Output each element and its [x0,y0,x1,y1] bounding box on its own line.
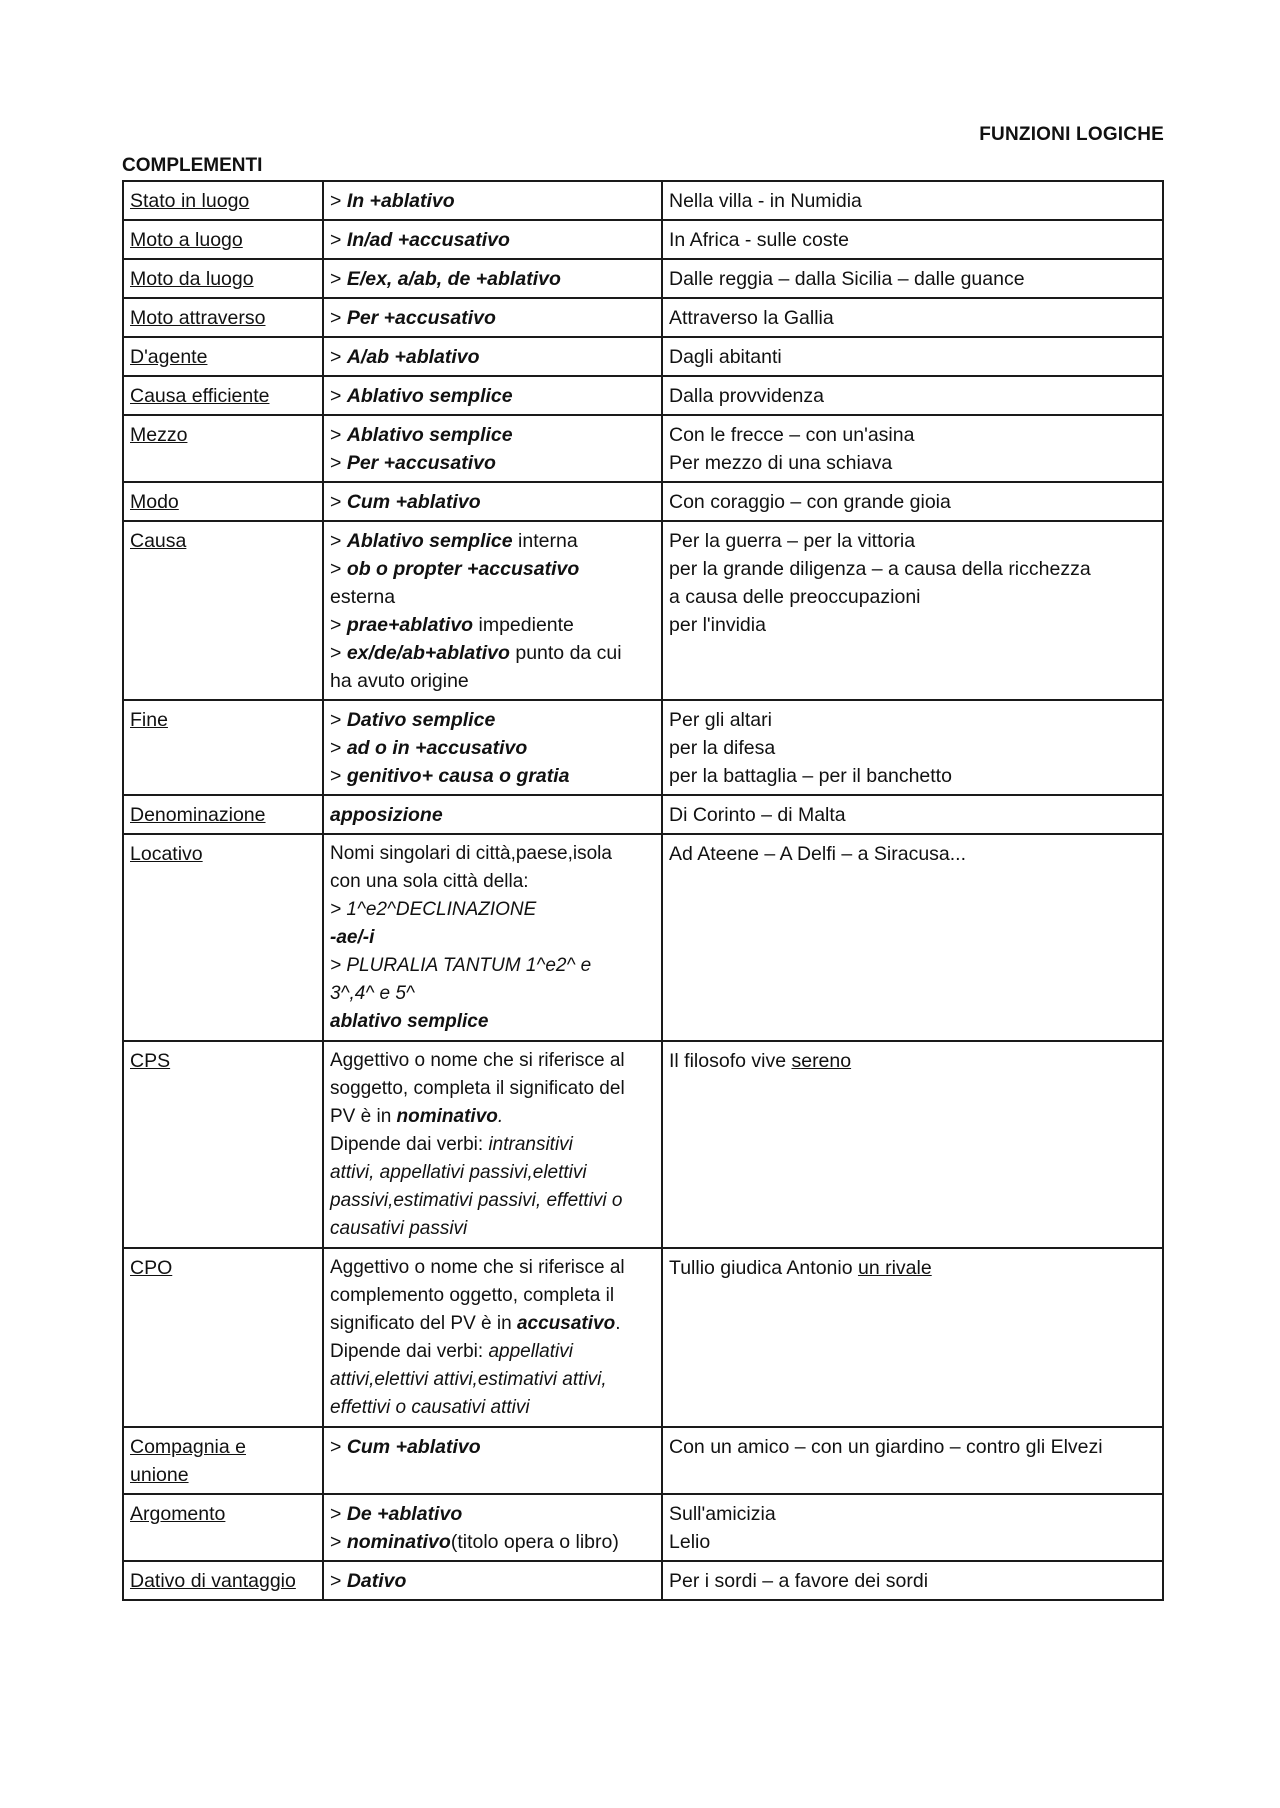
rule-text: Per +accusativo [346,307,496,329]
rule-cell [323,181,662,220]
rule-text: De +ablativo [346,1503,463,1525]
example-cell [662,482,1163,521]
rule-prefix: > [330,558,347,580]
rule-note: ha avuto origine [330,670,469,692]
example-cell [662,181,1163,220]
rule-line: > genitivo+ causa o gratia [330,765,570,787]
example-cell [662,220,1163,259]
table-row [123,181,1163,220]
example-line: Con coraggio – con grande gioia [669,491,951,513]
complement-name: Moto attraverso [130,307,266,329]
complement-name: Causa efficiente [130,385,270,407]
rule-text: ex/de/ab+ablativo [346,642,510,664]
rule-line [330,639,655,667]
rule-note: interna [512,530,578,552]
example-line: Con le frecce – con un'asina [669,424,915,446]
rule-line: > In/ad +accusativo [330,229,510,251]
rule-line: > PLURALIA TANTUM 1^e2^ e [330,955,592,976]
example-line: Per gli altari [669,709,772,731]
complementi-table [122,180,1164,1601]
example-line [669,1047,1156,1075]
rule-text: accusativo [516,1313,616,1334]
rule-text: Cum +ablativo [346,491,481,513]
table-row [123,220,1163,259]
complement-name: Mezzo [130,424,188,446]
complement-name-cell [123,415,323,482]
rule-text: E/ex, a/ab, de +ablativo [346,268,561,290]
example-cell [662,1561,1163,1600]
table-row [123,700,1163,795]
table-row [123,834,1163,1041]
complement-name: Causa [130,530,187,552]
table-row [123,1248,1163,1427]
example-line: Dalla provvidenza [669,385,825,407]
complement-name-cell [123,181,323,220]
complement-name-cell [123,795,323,834]
table-row [123,1561,1163,1600]
page-header: FUNZIONI LOGICHE [979,124,1164,145]
example-line: Per la guerra – per la vittoria [669,530,916,552]
table-row [123,259,1163,298]
complement-name-cell [123,1561,323,1600]
rule-prefix: > [330,642,347,664]
example-line: Attraverso la Gallia [669,307,834,329]
rule-line: > Cum +ablativo [330,491,481,513]
rule-line: Aggettivo o nome che si riferisce al [330,1257,625,1278]
example-cell [662,795,1163,834]
rule-line: attivi, appellativi passivi,elettivi [330,1162,587,1183]
rule-note: (titolo opera o libro) [450,1531,619,1553]
table-row [123,1494,1163,1561]
complement-name: Fine [130,709,168,731]
section-title: COMPLEMENTI [122,155,263,176]
rule-text: In/ad +accusativo [346,229,510,251]
rule-line: con una sola città della: [330,871,529,892]
rule-cell [323,482,662,521]
complement-name: Moto da luogo [130,268,254,290]
example-line: Dagli abitanti [669,346,782,368]
example-cell [662,415,1163,482]
rule-line: complemento oggetto, completa il [330,1285,615,1306]
complement-name-cell [123,298,323,337]
example-line: Di Corinto – di Malta [669,804,846,826]
complement-name: CPO [130,1257,173,1279]
rule-cell [323,415,662,482]
rule-line [330,527,655,555]
complement-name-cell [123,1494,323,1561]
complement-name-cell [123,220,323,259]
rule-cell [323,337,662,376]
complement-name-cell [123,337,323,376]
rule-cell [323,1041,662,1248]
complement-name: Argomento [130,1503,226,1525]
rule-line: > Dativo semplice [330,709,496,731]
table-row [123,482,1163,521]
example-cell [662,1427,1163,1494]
rule-cell [323,220,662,259]
complement-name-cell [123,700,323,795]
complement-name-cell [123,834,323,1041]
table-row [123,337,1163,376]
rule-note: significato del PV è in [330,1313,517,1334]
rule-line [330,555,655,583]
example-line: per l'invidia [669,614,766,636]
rule-line [330,1103,655,1131]
example-line: per la battaglia – per il banchetto [669,765,952,787]
rule-prefix: > [330,1503,347,1525]
rule-line: > Per +accusativo [330,307,496,329]
rule-text: Per +accusativo [346,452,496,474]
rule-prefix: > [330,614,347,636]
rule-note: Dipende dai verbi: [330,1134,489,1155]
rule-note: impediente [473,614,574,636]
complement-name: Dativo di vantaggio [130,1570,296,1592]
rule-line [330,1500,655,1528]
complement-name-cell [123,259,323,298]
rule-prefix: > [330,1531,347,1553]
rule-text: prae+ablativo [346,614,474,636]
rule-line: 3^,4^ e 5^ [330,983,415,1004]
table-row [123,795,1163,834]
rule-line: > Per +accusativo [330,452,496,474]
rule-text: Dativo [346,1570,407,1592]
rule-line: -ae/-i [330,927,375,948]
example-cell [662,259,1163,298]
rule-cell [323,521,662,700]
example-cell [662,337,1163,376]
rule-prefix: > [330,530,347,552]
rule-note: PV è in [330,1106,397,1127]
rule-line: > A/ab +ablativo [330,346,480,368]
complement-name-cell [123,376,323,415]
rule-text: genitivo+ causa o gratia [346,765,570,787]
rule-note: . [615,1313,621,1334]
rule-text: In +ablativo [346,190,455,212]
rule-text: ob o propter +accusativo [346,558,580,580]
example-underlined: un rivale [857,1257,932,1279]
rule-line: effettivi o causativi attivi [330,1397,530,1418]
example-line: per la difesa [669,737,776,759]
rule-line [330,667,655,695]
rule-line: > Dativo [330,1570,407,1592]
rule-line [330,611,655,639]
rule-text: intransitivi [488,1134,573,1155]
rule-cell [323,1494,662,1561]
rule-line: > Cum +ablativo [330,1436,481,1458]
example-line: Con un amico – con un giardino – contro gli Elvezi [669,1436,1103,1458]
rule-text: Ablativo semplice [346,424,513,446]
table-row [123,415,1163,482]
rule-text: Cum +ablativo [346,1436,481,1458]
complement-name: Denominazione [130,804,266,826]
rule-line: attivi,elettivi attivi,estimativi attivi, [330,1369,607,1390]
table-row [123,1041,1163,1248]
rule-line: > 1^e2^DECLINAZIONE [330,899,537,920]
rule-cell [323,700,662,795]
rule-text: Ablativo semplice [346,385,513,407]
example-line: per la grande diligenza – a causa della ricchezza [669,558,1091,580]
rule-line: > In +ablativo [330,190,455,212]
rule-line: soggetto, completa il significato del [330,1078,625,1099]
complement-name: CPS [130,1050,171,1072]
rule-line [330,583,655,611]
example-text: Il filosofo vive [669,1050,792,1072]
rule-line: causativi passivi [330,1218,468,1239]
rule-note: . [497,1106,504,1127]
rule-cell [323,376,662,415]
example-line: a causa delle preoccupazioni [669,586,921,608]
rule-line [330,1338,655,1366]
example-underlined: sereno [791,1050,852,1072]
rule-note: esterna [330,586,396,608]
rule-line: passivi,estimativi passivi, effettivi o [330,1190,623,1211]
rule-cell [323,1561,662,1600]
rule-line: > Ablativo semplice [330,385,513,407]
example-line: Per i sordi – a favore dei sordi [669,1570,929,1592]
example-cell [662,376,1163,415]
complement-name: Stato in luogo [130,190,250,212]
table-row [123,1427,1163,1494]
rule-cell [323,834,662,1041]
example-text: Tullio giudica Antonio [669,1257,858,1279]
rule-note: punto da cui [509,642,622,664]
rule-note: Dipende dai verbi: [330,1341,489,1362]
complement-name-cell [123,1041,323,1248]
table-row [123,298,1163,337]
rule-cell [323,1427,662,1494]
complement-name: Compagnia e [130,1436,246,1458]
example-cell [662,834,1163,1041]
rule-text: Dativo semplice [346,709,496,731]
rule-text: apposizione [330,804,443,826]
rule-line [330,1528,655,1556]
example-line: Sull'amicizia [669,1503,776,1525]
rule-line: ablativo semplice [330,1011,489,1032]
table-row [123,376,1163,415]
complement-name: Modo [130,491,179,513]
rule-line: > Ablativo semplice [330,424,513,446]
example-line: Per mezzo di una schiava [669,452,893,474]
example-line: Lelio [669,1531,711,1553]
rule-line: > E/ex, a/ab, de +ablativo [330,268,561,290]
example-cell [662,521,1163,700]
rule-text: Ablativo semplice [346,530,513,552]
rule-line [330,1131,655,1159]
complement-name-cell [123,1248,323,1427]
rule-text: nominativo [346,1531,451,1553]
rule-text: ad o in +accusativo [346,737,528,759]
example-line: Ad Ateene – A Delfi – a Siracusa... [669,843,967,865]
example-cell [662,1041,1163,1248]
complement-name: unione [130,1464,189,1486]
example-line: Nella villa - in Numidia [669,190,862,212]
example-line: In Africa - sulle coste [669,229,849,251]
complement-name-cell [123,521,323,700]
example-cell [662,1494,1163,1561]
example-cell [662,298,1163,337]
rule-line: Nomi singolari di città,paese,isola [330,843,612,864]
rule-text: appellativi [488,1341,573,1362]
rule-cell [323,1248,662,1427]
rule-cell [323,259,662,298]
complement-name-cell [123,482,323,521]
example-line: Dalle reggia – dalla Sicilia – dalle guance [669,268,1025,290]
example-line [669,1254,1156,1282]
rule-line: Aggettivo o nome che si riferisce al [330,1050,625,1071]
example-cell [662,700,1163,795]
complement-name: D'agente [130,346,208,368]
rule-cell [323,795,662,834]
example-cell [662,1248,1163,1427]
complement-name: Moto a luogo [130,229,243,251]
table-row [123,521,1163,700]
complement-name-cell [123,1427,323,1494]
complement-name: Locativo [130,843,203,865]
rule-text: A/ab +ablativo [346,346,480,368]
rule-cell [323,298,662,337]
rule-line [330,1310,655,1338]
rule-line: > ad o in +accusativo [330,737,528,759]
rule-text: nominativo [396,1106,498,1127]
